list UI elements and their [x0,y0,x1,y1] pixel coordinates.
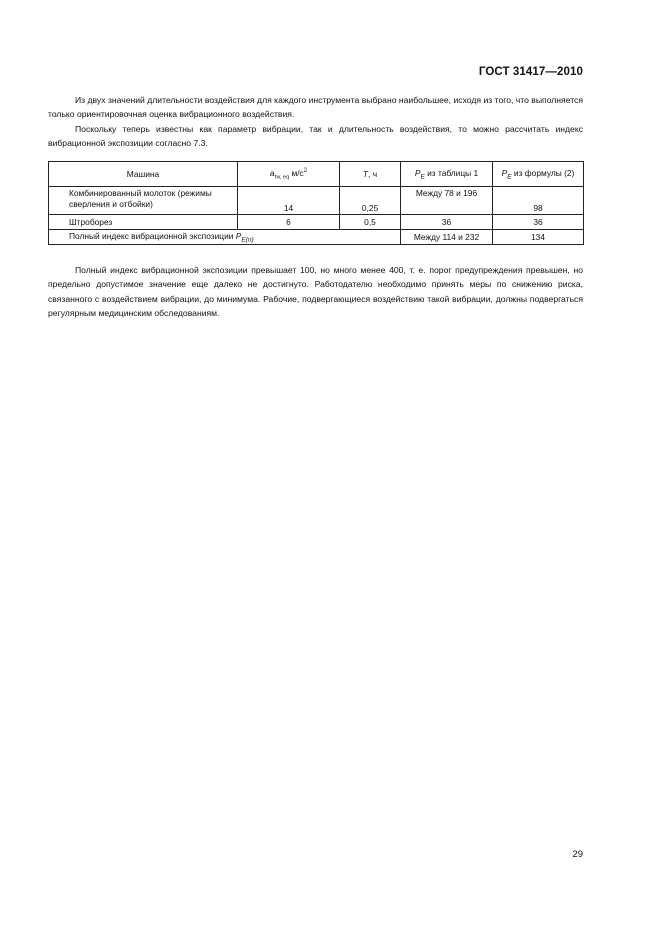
a-subscript: hv, eq [274,174,290,181]
vibration-value: 14 [238,187,340,215]
a-symbol: a [269,167,275,178]
t-unit: , ч [368,169,378,179]
pe-formula-value: 36 [493,215,584,230]
total-pe-formula-value: 134 [493,230,584,245]
pe-table-value: 36 [401,215,493,230]
intro-text [48,93,583,151]
machine-name: Комбинированный молоток (режимы сверления и отбойки) [49,187,238,215]
t-symbol: T [362,169,369,179]
a-unit: м/с [289,167,304,178]
pe-symbol: P [501,167,508,178]
pe-subscript: E [507,173,512,181]
total-symbol: P [235,230,242,241]
page-number: 29 [572,849,583,860]
vibration-exposure-table [48,161,584,245]
header-pe-formula [493,162,584,187]
table-row [49,215,584,230]
total-pe-table-value: Между 114 и 232 [401,230,493,245]
total-subscript: E(o) [241,236,254,244]
pe-formula-suffix: из формулы (2) [511,167,575,178]
total-label: Полный индекс вибрационной экспозиции [69,230,236,241]
pe-formula-value: 98 [493,187,584,215]
conclusion-text [48,263,583,321]
pe-table-value: Между 78 и 196 [401,187,493,215]
pe-subscript: E [420,173,425,181]
table-total-row [49,230,584,245]
pe-table-suffix: из таблицы 1 [424,167,479,178]
pe-symbol: P [414,167,421,178]
duration-value: 0,5 [340,215,401,230]
duration-value: 0,25 [340,187,401,215]
vibration-value: 6 [238,215,340,230]
intro-paragraph-1: Из двух значений длительности воздействия для каждого инструмента выбрано наибольшее, исходя из того, что выполняется только ориентировочная оценка вибрационного воздействия. [48,95,583,120]
header-vibration-value [238,162,340,187]
table-header-row [49,162,584,187]
a-unit-power: 2 [303,167,308,174]
conclusion-paragraph: Полный индекс вибрационной экспозиции превышает 100, но много менее 400, т. е. порог предупреждения превышен, но предельно допустимое значение еще далеко не достигнуто. Работодателю необходимо принять меры по снижению риска, связанного с воздействием вибрации, до минимума. Рабочие, подвергающиеся воздействию такой вибрации, должны подвергаться регулярным медицинским обследованиям. [48,265,583,319]
document-code: ГОСТ 31417—2010 [478,66,583,78]
total-label-cell [49,230,401,245]
header-duration [340,162,401,187]
intro-paragraph-2: Поскольку теперь известны как параметр вибрации, так и длительность воздействия, то можно рассчитать индекс вибрационной экспозиции согласно 7.3. [48,123,583,149]
header-pe-table [401,162,493,187]
table-row [49,187,584,215]
machine-name: Штроборез [49,215,238,230]
header-machine: Машина [49,162,238,187]
